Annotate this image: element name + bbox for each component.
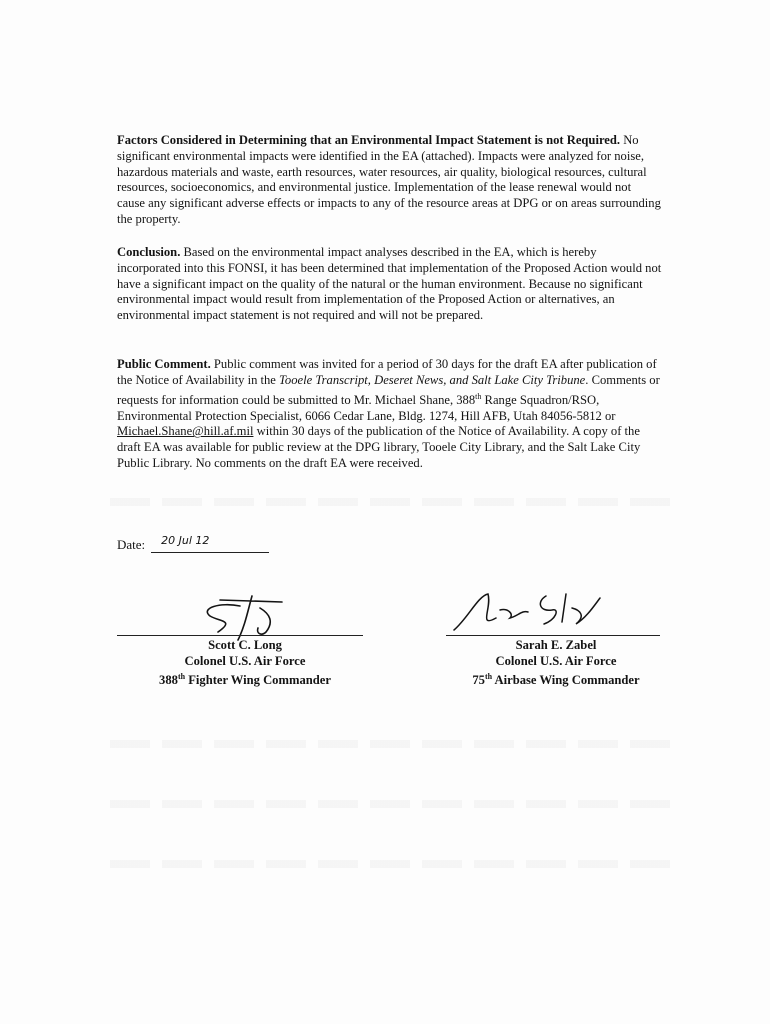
date-line [151,534,269,553]
unit-title: Airbase Wing Commander [492,673,640,688]
factors-paragraph [117,133,662,228]
bleed-through-mark [110,860,670,868]
signer-title [130,669,360,689]
signer-block-right [436,638,676,689]
signer-name: Sarah E. Zabel [515,638,597,652]
factors-heading: Factors Considered in Determining that an Environmental Impact Statement is not Required. [117,133,621,147]
bleed-through-mark [110,498,670,506]
bleed-through-mark [110,800,670,808]
ordinal-suffix: th [177,672,186,681]
signer-rank: Colonel U.S. Air Force [184,653,306,668]
bleed-through-mark [110,740,670,748]
unit-number: 388 [159,673,178,688]
signer-title [436,669,676,689]
signer-rank: Colonel U.S. Air Force [495,653,617,668]
date-row [117,534,269,553]
public-comment-text-4: within 30 days of the publication of the Notice of Availability. A copy of the draft EA was available for public review at the DPG library, Tooele City Library, and the Salt Lake City Public Library. No comments on the draft EA were received. [117,424,641,470]
conclusion-text: Based on the environmental impact analyses described in the EA, which is hereby incorporated into this FONSI, it has been determined that implementation of the Proposed Action would not have a significant impact on the quality of the natural or the human environment. Because no significant environmental impact would result from implementation of the Proposed Action or alternatives, an environmental impact statement is not required and will not be prepared. [117,245,662,323]
signature-line-left [117,635,363,636]
public-comment-text-3: Range Squadron/RSO, Environmental Protection Specialist, 6066 Cedar Lane, Bldg. 1274, Hill AFB, Utah 84056-5812 or [117,392,616,423]
unit-title: Fighter Wing Commander [185,673,331,688]
unit-number: 75 [472,673,485,688]
public-comment-text-1: Public comment was invited for a period of 30 days for the draft EA after publication of the Notice of Availability in the [117,357,657,387]
conclusion-paragraph [117,245,662,324]
signer-name: Scott C. Long [208,638,282,652]
email-link[interactable]: Michael.Shane@hill.af.mil [117,424,254,439]
public-comment-paragraph [117,357,662,472]
date-handwritten: 20 Jul 12 [161,534,210,547]
date-label: Date: [117,537,146,552]
public-comment-heading: Public Comment. [117,357,211,371]
public-comment-text-2: . Comments or requests for information could be submitted to Mr. Michael Shane, 388 [117,372,660,407]
ordinal-suffix: th [484,672,493,681]
signature-sarah-zabel [448,588,608,638]
signer-block-left [130,638,360,689]
newspaper-names: Tooele Transcript, Deseret News, and Salt Lake City Tribune [279,372,586,387]
factors-text: No significant environmental impacts were identified in the EA (attached). Impacts were analyzed for noise, hazardous materials and waste, earth resources, water resources, air quality, biological resources, cultural resources, socioeconomics, and environmental justice. Implementation of the lease renewal would not cause any significant adverse effects or impacts to any of the resource areas at DPG or on areas surrounding the property. [117,133,661,226]
signature-line-right [446,635,660,636]
ordinal-suffix: th [475,391,482,401]
conclusion-heading: Conclusion. [117,245,181,259]
